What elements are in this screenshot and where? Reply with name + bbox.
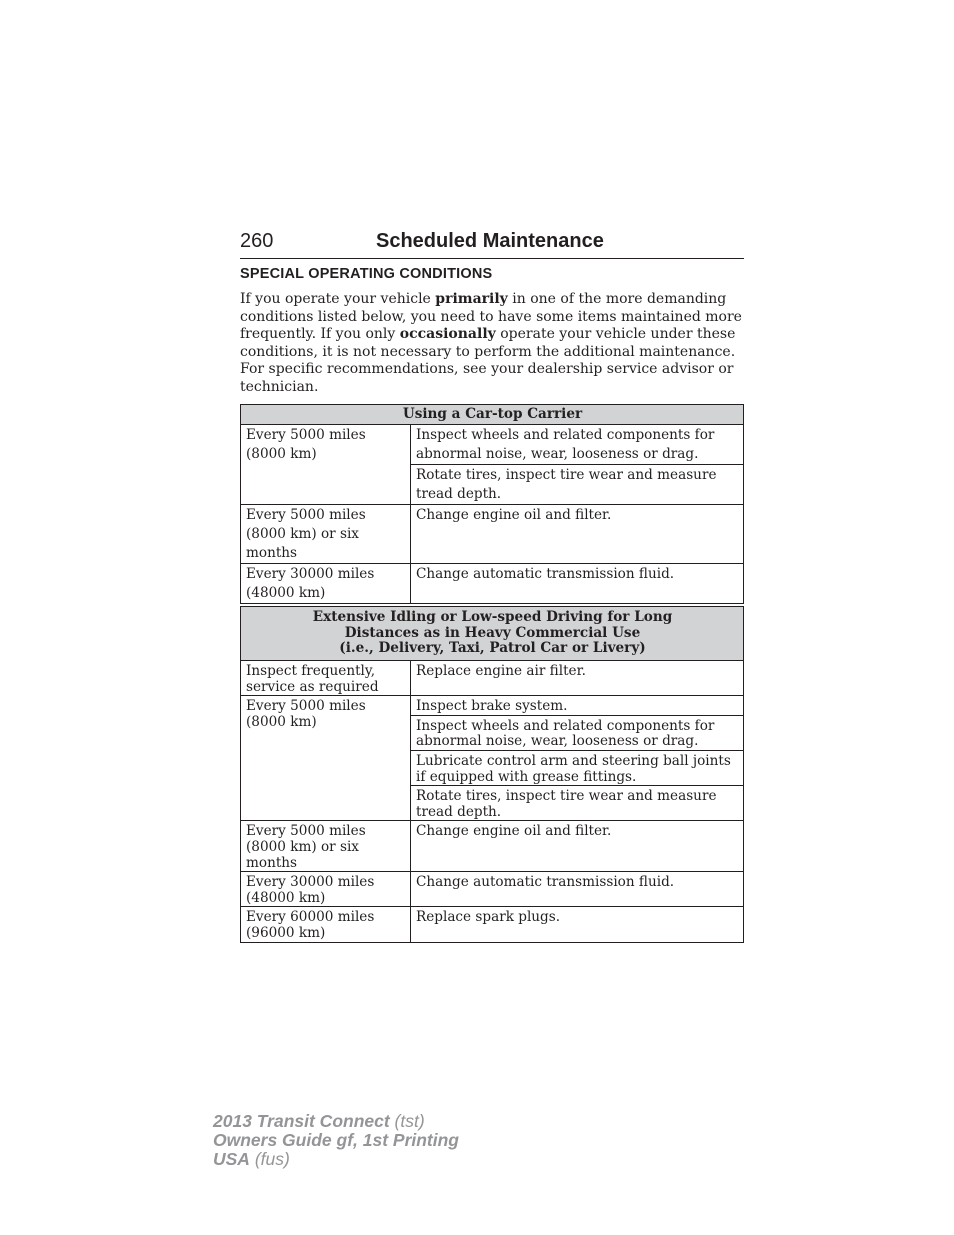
action-cell: Replace engine air filter.	[411, 661, 744, 696]
table-row	[241, 505, 744, 564]
page-header	[240, 228, 744, 259]
interval-cell: Every 5000 miles (8000 km) or six months	[241, 821, 411, 872]
action-cell: Inspect brake system.	[411, 696, 744, 716]
footer-printing: Owners Guide gf, 1st Printing	[213, 1130, 459, 1150]
car-top-carrier-table	[240, 404, 744, 604]
footer-model: 2013 Transit Connect	[213, 1111, 390, 1131]
interval-cell: Every 30000 miles (48000 km)	[241, 872, 411, 907]
action-cell: Rotate tires, inspect tire wear and measure tread depth.	[411, 786, 744, 821]
intro-paragraph	[240, 291, 746, 396]
table-title: Using a Car-top Carrier	[241, 405, 744, 425]
footer-line	[213, 1112, 459, 1131]
intro-emphasis-primarily: primarily	[435, 291, 508, 307]
chapter-title: Scheduled Maintenance	[376, 230, 604, 252]
table-title	[241, 607, 744, 661]
interval-cell: Every 5000 miles (8000 km)	[241, 696, 411, 821]
interval-cell: Every 5000 miles (8000 km) or six months	[241, 505, 411, 564]
table-title-line: Extensive Idling or Low-speed Driving for Long	[312, 609, 673, 625]
extensive-idling-table	[240, 606, 744, 943]
table-row	[241, 907, 744, 942]
table-row	[241, 425, 744, 465]
interval-cell: Inspect frequently, service as required	[241, 661, 411, 696]
table-row	[241, 661, 744, 696]
intro-text: in one of the more demanding conditions listed below, you need to have some items maintained more frequently. If you only	[240, 291, 742, 342]
interval-cell: Every 60000 miles (96000 km)	[241, 907, 411, 942]
table-row	[241, 821, 744, 872]
page-number: 260	[240, 230, 274, 252]
print-footer	[213, 1112, 459, 1169]
intro-text: If you operate your vehicle	[240, 291, 436, 307]
footer-line	[213, 1150, 459, 1169]
footer-code: (tst)	[389, 1111, 425, 1131]
interval-cell: Every 5000 miles (8000 km)	[241, 425, 411, 505]
footer-market: USA	[213, 1149, 250, 1169]
action-cell: Inspect wheels and related components for abnormal noise, wear, looseness or drag.	[411, 715, 744, 750]
table-row	[241, 564, 744, 604]
action-cell: Change automatic transmission fluid.	[411, 564, 744, 604]
action-cell: Lubricate control arm and steering ball joints if equipped with grease fittings.	[411, 750, 744, 785]
table-row	[241, 696, 744, 716]
action-cell: Replace spark plugs.	[411, 907, 744, 942]
action-cell: Change automatic transmission fluid.	[411, 872, 744, 907]
table-title-line: (i.e., Delivery, Taxi, Patrol Car or Livery)	[339, 640, 646, 657]
action-cell: Rotate tires, inspect tire wear and measure tread depth.	[411, 465, 744, 505]
footer-code: (fus)	[249, 1149, 290, 1169]
intro-text: operate your vehicle under these conditions, it is not necessary to perform the additional maintenance. For specific recommendations, see your dealership service advisor or technician.	[240, 326, 736, 395]
section-title: SPECIAL OPERATING CONDITIONS	[240, 266, 493, 282]
action-cell: Inspect wheels and related components for abnormal noise, wear, looseness or drag.	[411, 425, 744, 465]
footer-line	[213, 1131, 459, 1150]
action-cell: Change engine oil and filter.	[411, 821, 744, 872]
interval-cell: Every 30000 miles (48000 km)	[241, 564, 411, 604]
action-cell: Change engine oil and filter.	[411, 505, 744, 564]
intro-emphasis-occasionally: occasionally	[399, 326, 496, 342]
table-row	[241, 872, 744, 907]
table-title-line: Distances as in Heavy Commercial Use	[344, 624, 641, 641]
